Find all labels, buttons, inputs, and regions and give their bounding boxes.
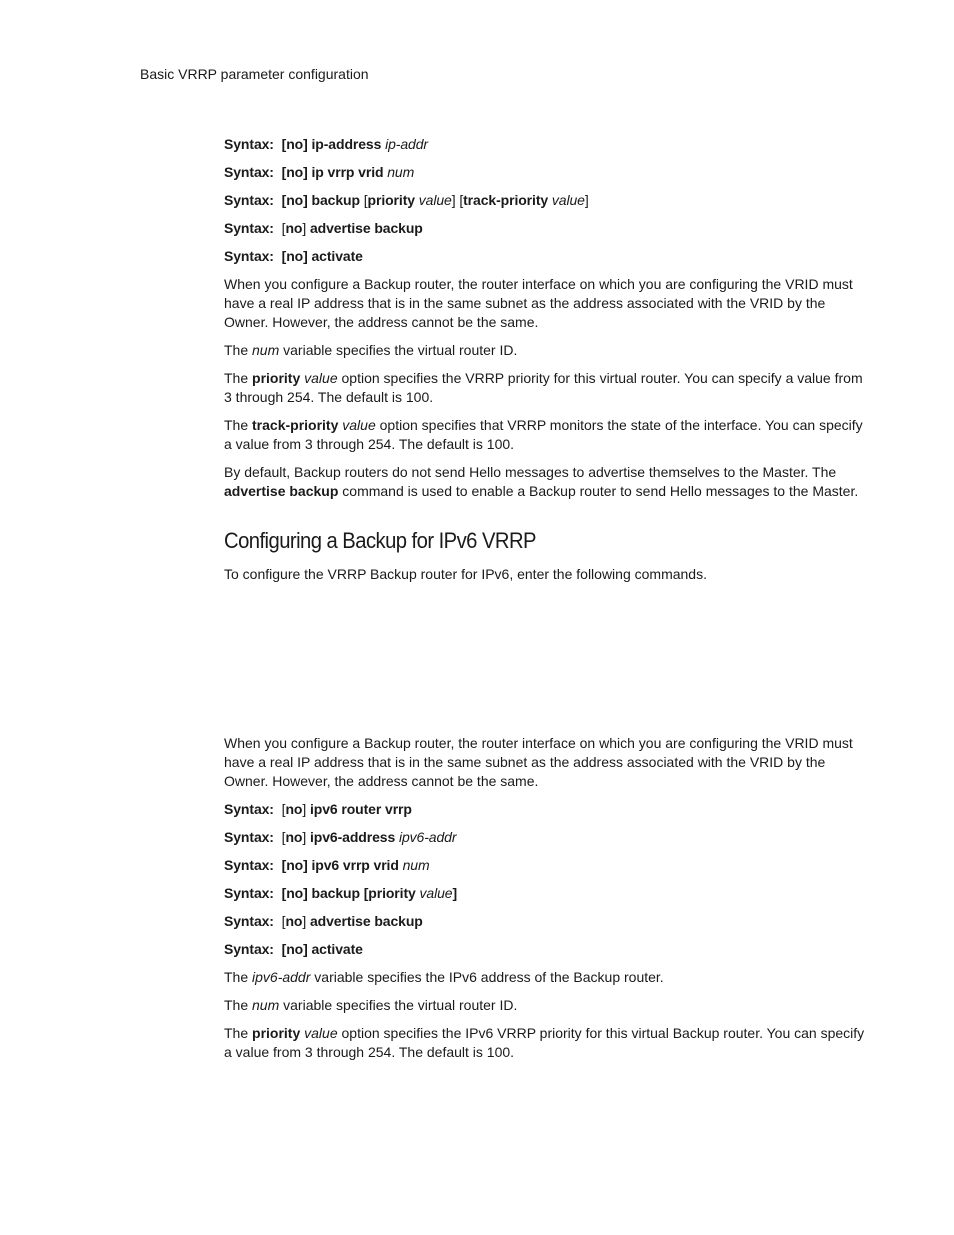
running-header: Basic VRRP parameter configuration bbox=[140, 66, 369, 82]
syntax-label: Syntax: bbox=[224, 829, 274, 845]
syntax-ipv6-router-vrrp: Syntax: [no] ipv6 router vrrp bbox=[224, 801, 412, 817]
syntax-advertise-backup: Syntax: [no] advertise backup bbox=[224, 220, 423, 236]
syntax-ipv6-backup-priority: Syntax: [no] backup [priority value] bbox=[224, 885, 458, 901]
section-intro: To configure the VRRP Backup router for IPv6, enter the following commands. bbox=[224, 566, 707, 582]
syntax-activate: Syntax: [no] activate bbox=[224, 248, 363, 264]
page-body bbox=[224, 135, 872, 1071]
syntax-label: Syntax: bbox=[224, 136, 274, 152]
paragraph-ipv6-addr-variable: The ipv6-addr variable specifies the IPv6 address of the Backup router. bbox=[224, 969, 664, 985]
paragraph-num-variable: The num variable specifies the virtual router ID. bbox=[224, 342, 518, 358]
syntax-ipv6-activate: Syntax: [no] activate bbox=[224, 941, 363, 957]
syntax-label: Syntax: bbox=[224, 941, 274, 957]
syntax-backup-priority: Syntax: [no] backup [priority value] [track-priority value] bbox=[224, 192, 589, 208]
syntax-label: Syntax: bbox=[224, 857, 274, 873]
syntax-label: Syntax: bbox=[224, 248, 274, 264]
syntax-label: Syntax: bbox=[224, 913, 274, 929]
paragraph-track-priority-option: The track-priority value option specifies that VRRP monitors the state of the interface. You can specify a value from 3 through 254. The default is 100. bbox=[224, 417, 863, 452]
paragraph-ipv6-priority-option: The priority value option specifies the IPv6 VRRP priority for this virtual Backup router. You can specify a value from 3 through 254. The default is 100. bbox=[224, 1025, 865, 1060]
syntax-ip-address: Syntax: [no] ip-address ip-addr bbox=[224, 136, 428, 152]
paragraph-backup-interface: When you configure a Backup router, the router interface on which you are configuring the VRID must have a real IP address that is in the same subnet as the address associated with the VRID by the Owner. However, the address cannot be the same. bbox=[224, 276, 853, 330]
paragraph-ipv6-num-variable: The num variable specifies the virtual router ID. bbox=[224, 997, 518, 1013]
syntax-label: Syntax: bbox=[224, 220, 274, 236]
paragraph-priority-option: The priority value option specifies the VRRP priority for this virtual router. You can specify a value from 3 through 254. The default is 100. bbox=[224, 370, 863, 405]
section-heading: Configuring a Backup for IPv6 VRRP bbox=[224, 528, 536, 553]
syntax-ipv6-advertise-backup: Syntax: [no] advertise backup bbox=[224, 913, 423, 929]
syntax-ip-vrrp-vrid: Syntax: [no] ip vrrp vrid num bbox=[224, 164, 415, 180]
syntax-ipv6-vrrp-vrid: Syntax: [no] ipv6 vrrp vrid num bbox=[224, 857, 430, 873]
command-example-space bbox=[224, 593, 872, 734]
paragraph-advertise-backup: By default, Backup routers do not send Hello messages to advertise themselves to the Master. The advertise backup command is used to enable a Backup router to send Hello messages to the Master. bbox=[224, 464, 859, 499]
syntax-label: Syntax: bbox=[224, 192, 274, 208]
paragraph-backup-interface-ipv6: When you configure a Backup router, the router interface on which you are configuring the VRID must have a real IP address that is in the same subnet as the address associated with the VRID by the Owner. However, the address cannot be the same. bbox=[224, 735, 853, 789]
syntax-label: Syntax: bbox=[224, 801, 274, 817]
syntax-label: Syntax: bbox=[224, 164, 274, 180]
syntax-ipv6-address: Syntax: [no] ipv6-address ipv6-addr bbox=[224, 829, 457, 845]
syntax-label: Syntax: bbox=[224, 885, 274, 901]
